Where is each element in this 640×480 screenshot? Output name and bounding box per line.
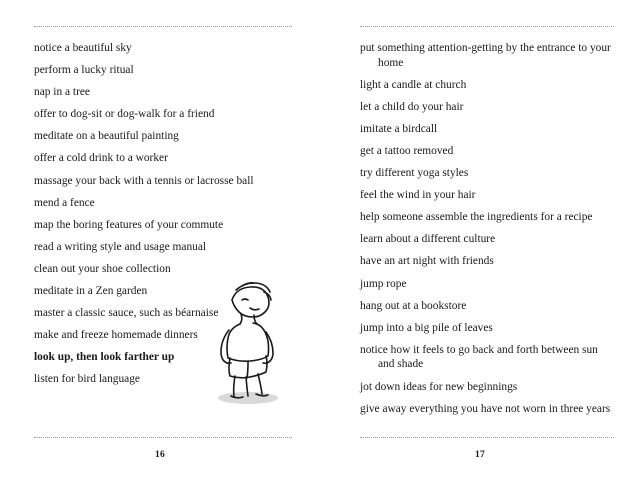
list-item: notice a beautiful sky <box>34 42 132 54</box>
list-item: put something attention-getting by the entrance to your home <box>360 42 611 69</box>
right-page-list <box>360 41 614 416</box>
list-item: master a classic sauce, such as béarnaise <box>34 307 219 320</box>
bottom-rule-left <box>34 437 292 438</box>
list-item: have an art night with friends <box>360 255 494 268</box>
list-item: get a tattoo removed <box>360 144 454 157</box>
list-item: try different yoga styles <box>360 167 469 180</box>
page-number-left: 16 <box>154 450 166 460</box>
list-item: jot down ideas for new beginnings <box>360 380 518 393</box>
list-item: read a writing style and usage manual <box>34 240 207 253</box>
list-item: hang out at a bookstore <box>360 299 467 312</box>
list-item: massage your back with a tennis or lacrosse ball <box>34 174 254 187</box>
list-item: help someone assemble the ingredients for a recipe <box>360 211 593 224</box>
list-item: clean out your shoe collection <box>34 262 171 275</box>
bottom-rule-right <box>360 437 614 438</box>
left-page-list <box>34 41 292 387</box>
list-item: imitate a birdcall <box>360 122 438 135</box>
list-item: jump rope <box>360 277 407 290</box>
list-item: meditate on a beautiful painting <box>34 130 179 143</box>
list-item: nap in a tree <box>34 86 90 99</box>
list-item: learn about a different culture <box>360 233 496 246</box>
right-page <box>320 0 640 480</box>
list-item: map the boring features of your commute <box>34 218 224 231</box>
list-item: perform a lucky ritual <box>34 64 134 77</box>
list-item: give away everything you have not worn in three years <box>360 402 611 415</box>
list-item: light a candle at church <box>360 78 467 91</box>
top-rule-right <box>360 26 614 27</box>
list-item: mend a fence <box>34 196 95 209</box>
list-item: let a child do your hair <box>360 100 464 113</box>
page-number-right: 17 <box>474 450 486 460</box>
top-rule-left <box>34 26 292 27</box>
list-item: jump into a big pile of leaves <box>360 321 493 334</box>
list-item: notice how it feels to go back and forth between sun and shade <box>360 343 598 371</box>
list-item-highlighted: look up, then look farther up <box>34 351 175 364</box>
list-item: offer a cold drink to a worker <box>34 152 168 165</box>
list-item: make and freeze homemade dinners <box>34 329 198 342</box>
list-item: offer to dog-sit or dog-walk for a friend <box>34 108 215 121</box>
list-item: feel the wind in your hair <box>360 189 476 202</box>
list-item: listen for bird language <box>34 373 140 386</box>
list-item: meditate in a Zen garden <box>34 285 148 298</box>
